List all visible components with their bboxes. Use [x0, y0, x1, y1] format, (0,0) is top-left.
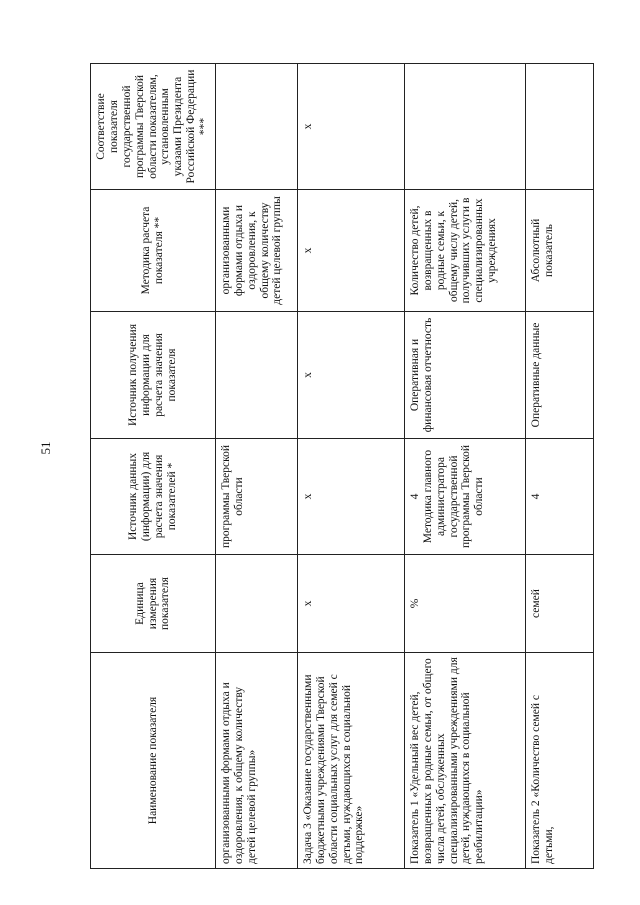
cell-data-source: х: [297, 439, 404, 555]
cell-data-source-code: 4: [529, 493, 542, 500]
cell-indicator-name: Задача 3 «Оказание государственными бюджетными учреждениями Тверской области социальных услуг для семей с детьми, нуждающихся в социальной поддержке»: [297, 653, 404, 869]
cell-method: х: [297, 190, 404, 312]
cell-compliance: [404, 64, 525, 190]
cell-method: Количество детей, возвращенных в родные семьи, к общему числу детей, получивших услуги в специализированных учреждениях: [404, 190, 525, 312]
cell-indicator-name: Показатель 1 «Удельный вес детей, возвращенных в родные семьи, от общего числа детей, обслуженных специализированными учреждениями для детей, нуждающихся в социальной реабилитации»: [404, 653, 525, 869]
header-compliance: Соответствие показателя государственной программы Тверской области показателям, установленным указами Президента Российской Федерации ***: [91, 64, 216, 190]
cell-indicator-name: организованными формами отдыха и оздоровления, к общему количеству детей целевой группы»: [215, 653, 297, 869]
header-indicator-name: Наименование показателя: [91, 653, 216, 869]
header-info-source: Источник получения информации для расчета значения показателя: [91, 312, 216, 439]
rotated-page-area: [90, 64, 560, 869]
cell-unit: семей: [525, 555, 593, 653]
cell-data-source-text: Методика главного администратора государственной программы Тверской области: [421, 444, 486, 549]
cell-compliance: [215, 64, 297, 190]
table-row: [404, 64, 525, 869]
page-number: 51: [38, 441, 53, 455]
header-method: Методика расчета показателя **: [91, 190, 216, 312]
cell-info-source: х: [297, 312, 404, 439]
table-header-row: [91, 64, 216, 869]
cell-method: организованными формами отдыха и оздоровления, к общему количеству детей целевой группы: [215, 190, 297, 312]
table-row: [525, 64, 593, 869]
table-row: [215, 64, 297, 869]
table-row: [297, 64, 404, 869]
cell-unit: [215, 555, 297, 653]
cell-info-source: Оперативная и финансовая отчетность: [404, 312, 525, 439]
header-unit: Единица измерения показателя: [91, 555, 216, 653]
cell-data-source-code: 4: [408, 493, 421, 500]
cell-unit: х: [297, 555, 404, 653]
cell-compliance: [525, 64, 593, 190]
indicators-table: [90, 63, 594, 869]
table-landscape-frame: [90, 64, 560, 869]
cell-data-source: [525, 439, 593, 555]
cell-indicator-name: Показатель 2 «Количество семей с детьми,: [525, 653, 593, 869]
cell-data-source: программы Тверской области: [215, 439, 297, 555]
header-data-source: Источник данных (информации) для расчета значения показателей *: [91, 439, 216, 555]
cell-data-source: [404, 439, 525, 555]
cell-info-source: Оперативные данные: [525, 312, 593, 439]
cell-unit: %: [404, 555, 525, 653]
cell-info-source: [215, 312, 297, 439]
cell-compliance: х: [297, 64, 404, 190]
cell-method: Абсолютный показатель: [525, 190, 593, 312]
